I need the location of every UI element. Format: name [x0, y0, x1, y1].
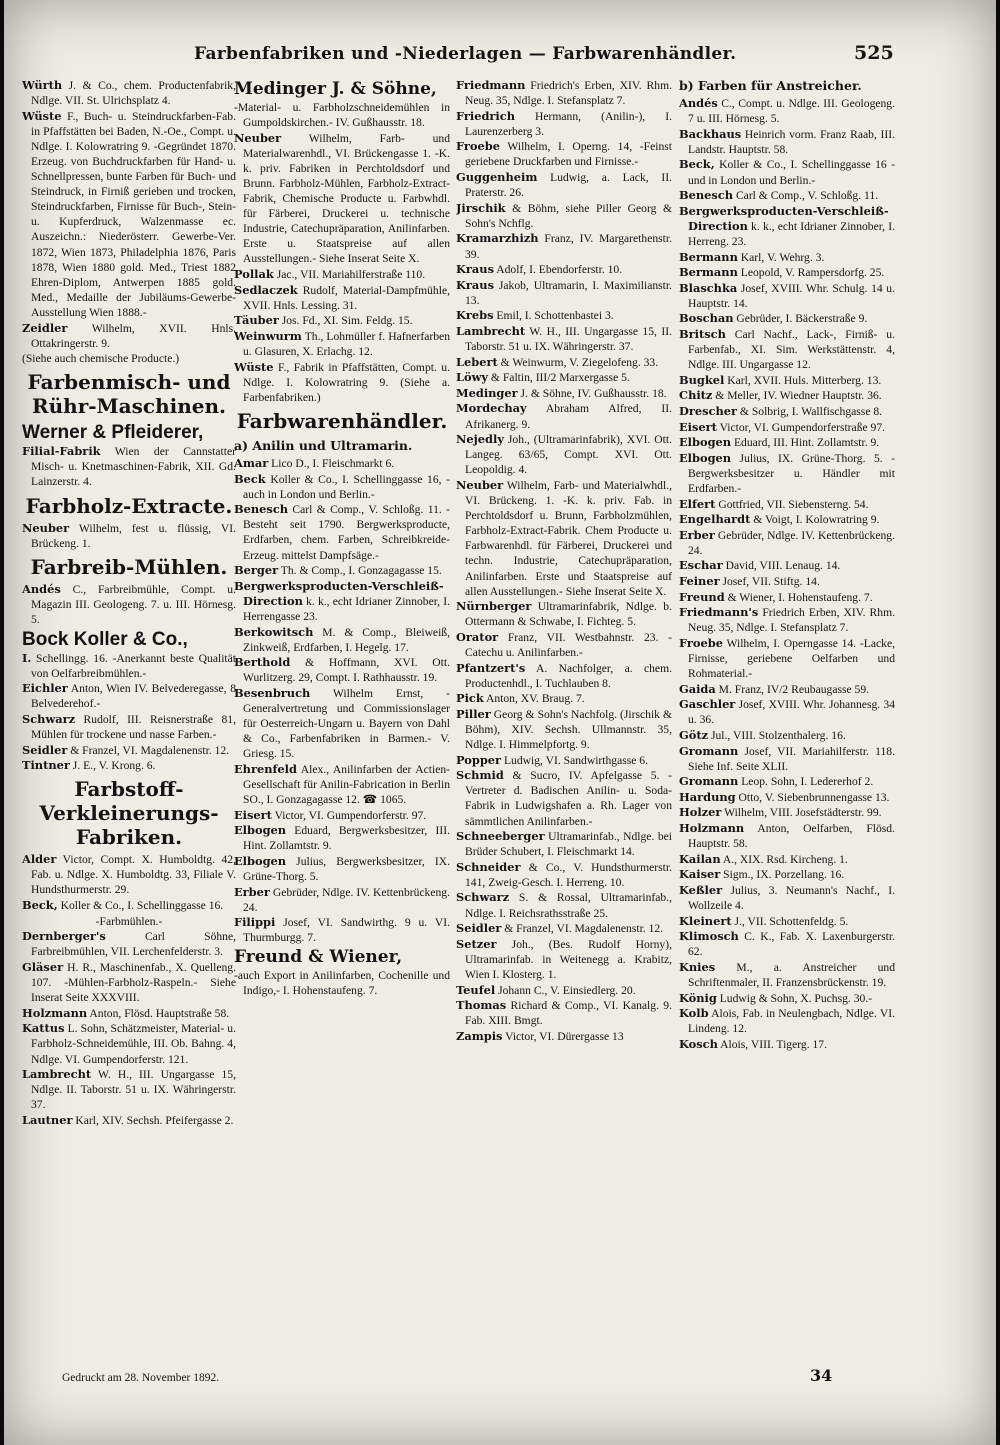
- entry-surname: Amar: [234, 455, 269, 470]
- directory-entry: Britsch Carl Nachf., Lack-, Firniß- u. Farbenfab., XI. Sim. Werkstättenstr. 4, Ndlge. III. Ungargasse 12.: [679, 327, 895, 372]
- directory-entry: Friedmann Friedrich's Erben, XIV. Rhm. Neug. 35, Ndlge. I. Stefansplatz 7.: [456, 78, 672, 108]
- section-heading: Farbholz-Extracte.: [25, 493, 233, 518]
- directory-entry: Mordechay Abraham Alfred, II. Afrikanerg. 9.: [456, 401, 672, 431]
- entry-surname: Bermann: [679, 249, 738, 264]
- directory-entry: I. Schellingg. 16. -Anerkannt beste Qualität von Oelfarbreibmühlen.-: [22, 650, 236, 680]
- directory-entry: Gromann Leop. Sohn, I. Ledererhof 2.: [679, 774, 874, 789]
- entry-surname: Gläser: [22, 959, 64, 974]
- directory-entry: Backhaus Heinrich vorm. Franz Raab, III. Landstr. Hauptstr. 58.: [679, 126, 895, 156]
- entry-surname: Eichler: [22, 681, 68, 696]
- directory-entry: Boschan Gebrüder, I. Bäckerstraße 9.: [679, 311, 868, 326]
- directory-entry: Holzer Wilhelm, VIII. Josefstädterstr. 99.: [679, 805, 882, 820]
- directory-entry: Eschar David, VIII. Lenaug. 14.: [679, 558, 841, 573]
- directory-entry: Piller Georg & Sohn's Nachfolg. (Jirschik & Böhm), XIV. Sechsh. Ullmannstr. 35, Ndlge. I. Himmelpfortg. 9.: [456, 706, 672, 752]
- entry-surname: Löwy: [456, 370, 489, 385]
- entry-surname: Boschan: [679, 311, 734, 326]
- entry-surname: Medinger: [456, 385, 518, 400]
- directory-entry: Engelhardt & Voigt, I. Kolowratring 9.: [679, 512, 880, 527]
- entry-surname: Knies: [679, 959, 716, 974]
- directory-entry: Klimosch C. K., Fab. X. Laxenburgerstr. 62.: [679, 929, 895, 959]
- directory-entry: Feiner Josef, VII. Stiftg. 14.: [679, 574, 820, 588]
- entry-surname: Kattus: [22, 1021, 65, 1036]
- entry-surname: Nejedly: [456, 432, 504, 447]
- featured-name: Werner & Pfleiderer,: [22, 422, 204, 444]
- entry-surname: Backhaus: [679, 126, 742, 141]
- page-header: [4, 36, 996, 76]
- entry-surname: Keßler: [679, 882, 723, 897]
- directory-entry: Lebert & Weinwurm, V. Ziegelofeng. 33.: [456, 354, 659, 369]
- directory-entry: Elfert Gottfried, VII. Siebensterng. 54.: [679, 496, 869, 511]
- entry-surname: Dernberger's: [22, 929, 106, 944]
- entry-surname: Schwarz: [22, 711, 76, 726]
- entry-surname: Lambrecht: [456, 324, 526, 338]
- column-2: [234, 78, 450, 1368]
- directory-entry: Elbogen Eduard, III. Hint. Zollamtstr. 9.: [679, 435, 880, 450]
- entry-surname: Elbogen: [234, 823, 287, 838]
- directory-entry: Drescher & Solbrig, I. Wallfischgasse 8.: [679, 403, 883, 418]
- directory-entry: Schwarz S. & Rossal, Ultramarinfab., Ndlge. I. Reichsrathsstraße 25.: [456, 890, 672, 920]
- featured-name: Medinger J. & Söhne,: [234, 79, 437, 99]
- entry-surname: Klimosch: [679, 929, 739, 944]
- entry-surname: Neuber: [234, 130, 282, 145]
- entry-surname: Filippi: [234, 915, 276, 930]
- entry-surname: Beck,: [679, 157, 715, 172]
- directory-entry: Besenbruch Wilhelm Ernst, -Generalvertretung und Commissionslager für Oesterreich-Ungarn u. Bayern von Dahl & Co., Farbenfabriken in Barmen.- V. Griesg. 15.: [234, 685, 450, 761]
- entry-surname: Wüste: [234, 359, 274, 374]
- directory-entry: Eisert Victor, VI. Gumpendorferstr. 97.: [234, 807, 427, 822]
- directory-entry: Blaschka Josef, XVIII. Whr. Schulg. 14 u. Hauptstr. 14.: [679, 280, 895, 310]
- entry-surname: Piller: [456, 706, 491, 721]
- directory-entry: Bermann Leopold, V. Rampersdorfg. 25.: [679, 265, 885, 280]
- directory-entry: Bugkel Karl, XVII. Huls. Mitterberg. 13.: [679, 372, 882, 387]
- directory-entry: Friedmann's Friedrich Erben, XIV. Rhm. Neug. 35, Ndlge. I. Stefansplatz 7.: [679, 605, 895, 635]
- directory-entry: Teufel Johann C., V. Einsiedlerg. 20.: [456, 982, 636, 997]
- subsection-heading: a) Anilin und Ultramarin.: [234, 437, 413, 453]
- entry-surname: Popper: [456, 752, 502, 767]
- entry-surname: Kosch: [679, 1036, 718, 1051]
- directory-entry: Sedlaczek Rudolf, Material-Dampfmühle, XVII. Hnls. Lessing. 31.: [234, 282, 450, 312]
- entry-surname: Lebert: [456, 354, 498, 369]
- entry-surname: Britsch: [679, 327, 726, 341]
- directory-entry: Nürnberger Ultramarinfabrik, Ndlge. b. Ottermann & Schwabe, I. Fichteg. 5.: [456, 599, 672, 629]
- entry-surname: Thomas: [456, 998, 507, 1013]
- entry-surname: Beck,: [22, 898, 58, 913]
- entry-surname: Wüste: [22, 108, 62, 123]
- entry-surname: Schneider: [456, 859, 521, 874]
- directory-entry: Elbogen Julius, Bergwerksbesitzer, IX. Grüne-Thorg. 5.: [234, 853, 450, 883]
- entry-surname: Mordechay: [456, 401, 527, 416]
- entry-surname: Kraus: [456, 262, 494, 277]
- entry-surname: Lambrecht: [22, 1067, 92, 1082]
- entry-surname: Elfert: [679, 496, 716, 511]
- directory-entry: Filial-Fabrik Wien der Cannstatter Misch- u. Knetmaschinen-Fabrik, XII. Gd. Lainzerstr. 4.: [22, 444, 236, 489]
- subsection-heading: b) Farben für Anstreicher.: [679, 78, 862, 93]
- directory-entry: Krebs Emil, I. Schottenbastei 3.: [456, 308, 614, 323]
- directory-entry: Würth J. & Co., chem. Productenfabrik, Ndlge. VII. St. Ulrichsplatz 4.: [22, 78, 236, 108]
- directory-entry: Beck Koller & Co., I. Schellinggasse 16, -auch in London und Berlin.-: [234, 471, 450, 501]
- entry-surname: Pollak: [234, 267, 274, 282]
- section-heading: Farbenmisch- und Rühr-Maschinen.: [27, 370, 231, 419]
- entry-surname: Bermann: [679, 265, 738, 280]
- directory-entry: Schmid & Sucro, IV. Apfelgasse 5. -Vertreter d. Badischen Anilin- u. Soda-Fabrik in Ludwigshafen a. Rh. Lager von sämmtlichen Anilinfarben.-: [456, 768, 672, 828]
- entry-surname: Freund: [679, 589, 725, 604]
- directory-entry: Kleinert J., VII. Schottenfeldg. 5.: [679, 913, 849, 928]
- directory-entry: Schwarz Rudolf, III. Reisnerstraße 81, Mühlen für trockene und nasse Farben.-: [22, 711, 236, 741]
- entry-surname: Zampis: [456, 1028, 503, 1043]
- directory-entry: Neuber Wilhelm, Farb- und Materialwarenhdl., VI. Brückengasse 1. -K. k. priv. Fabriken in Perchtoldsdorf und Brunn. Farbholz-Mühlen, Farbholz-Extract-Fabrik, Chemische Producte u. Farbwhdl. für Färberei, Druckerei u. technische Industrie, Catechupräparation, Anilinfarben. Erste u. Staatspreise auf allen Ausstellungen.- Siehe Inserat Seite X.: [234, 130, 450, 266]
- directory-entry: Kattus L. Sohn, Schätzmeister, Material- u. Farbholz-Schneidemühle, III. Ob. Bahng. 4, Ndlge. VI. Gumpendorferstr. 121.: [22, 1021, 236, 1066]
- column-4: [679, 78, 895, 1368]
- entry-surname: Lautner: [22, 1112, 73, 1127]
- entry-surname: Krebs: [456, 308, 494, 323]
- entry-surname: Erber: [679, 527, 715, 542]
- directory-entry: Dernberger's Carl Söhne, Farbreibmühlen, VII. Lerchenfelderstr. 3.: [22, 929, 236, 959]
- directory-entry: Benesch Carl & Comp., V. Schloßg. 11.: [679, 188, 879, 203]
- entry-surname: Schwarz: [456, 890, 510, 905]
- directory-entry: Hardung Otto, V. Siebenbrunnengasse 13.: [679, 789, 890, 804]
- directory-entry: Lambrecht W. H., III. Ungargasse 15, Ndlge. II. Taborstr. 51 u. IX. Währingerstr. 37.: [22, 1067, 236, 1112]
- entry-surname: Ehrenfeld: [234, 761, 297, 776]
- entry-surname: Pfantzert's: [456, 660, 526, 675]
- entry-surname: Orator: [456, 629, 499, 644]
- featured-name: Freund & Wiener,: [234, 946, 403, 967]
- entry-surname: Eisert: [234, 807, 272, 822]
- entry-surname: Berthold: [234, 655, 291, 670]
- entry-surname: Kraus: [456, 277, 494, 292]
- directory-entry: Amar Lico D., I. Fleischmarkt 6.: [234, 455, 395, 470]
- directory-entry: Beck, Koller & Co., I. Schellinggasse 16.: [22, 898, 224, 913]
- entry-surname: Berkowitsch: [234, 624, 314, 639]
- directory-entry: Schneeberger Ultramarinfab., Ndlge. bei Brüder Schubert, I. Fleischmarkt 14.: [456, 829, 672, 859]
- entry-surname: Chitz: [679, 388, 713, 403]
- directory-entry: Popper Ludwig, VI. Sandwirthgasse 6.: [456, 752, 648, 767]
- directory-page: [4, 0, 996, 1445]
- directory-entry: Erber Gebrüder, Ndlge. IV. Kettenbrückeng. 24.: [679, 527, 895, 557]
- section-heading: Farbstoff-Verkleinerungs-Fabriken.: [39, 777, 219, 850]
- entry-surname: Blaschka: [679, 280, 738, 295]
- directory-entry: Pick Anton, XV. Braug. 7.: [456, 691, 585, 706]
- directory-entry: Thomas Richard & Comp., VI. Kanalg. 9. Fab. XIII. Bmgt.: [456, 998, 672, 1028]
- directory-entry: Tintner J. E., V. Krong. 6.: [22, 758, 156, 773]
- directory-entry: Schneider & Co., V. Hundsthurmerstr. 141, Zweig-Gesch. I. Herreng. 10.: [456, 859, 672, 889]
- directory-entry: Kolb Alois, Fab. in Neulengbach, Ndlge. VI. Lindeng. 12.: [679, 1006, 895, 1036]
- entry-surname: Gromann: [679, 774, 739, 789]
- directory-entry: (Siehe auch chemische Producte.): [22, 352, 180, 366]
- directory-entry: Holzmann Anton, Oelfarben, Flösd. Hauptstr. 58.: [679, 821, 895, 851]
- entry-surname: Neuber: [22, 520, 70, 535]
- directory-entry: Setzer Joh., (Bes. Rudolf Horny), Ultramarinfab. in Weitenegg a. Krabitz, Wien I. Klosterg. 1.: [456, 936, 672, 981]
- entry-surname: Feiner: [679, 574, 720, 588]
- directory-entry: Orator Franz, VII. Westbahnstr. 23. -Catechu u. Anilinfarben.-: [456, 629, 672, 659]
- featured-name: Bock Koller & Co.,: [22, 628, 188, 650]
- entry-surname: Andés: [22, 581, 61, 596]
- directory-entry: Täuber Jos. Fd., XI. Sim. Feldg. 15.: [234, 313, 413, 328]
- directory-entry: Eichler Anton, Wien IV. Belvederegasse, 8 Belvederehof.-: [22, 681, 236, 711]
- directory-entry: Andés C., Farbreibmühle, Compt. u. Magazin III. Geologeng. 7. u. III. Hörnesg. 5.: [22, 581, 236, 626]
- directory-entry: Guggenheim Ludwig, a. Lack, II. Praterstr. 26.: [456, 170, 672, 200]
- directory-entry: Beck, Koller & Co., I. Schellinggasse 16 -und in London und Berlin.-: [679, 157, 895, 187]
- directory-entry: König Ludwig & Sohn, X. Puchsg. 30.-: [679, 990, 873, 1005]
- directory-entry: Erber Gebrüder, Ndlge. IV. Kettenbrückeng. 24.: [234, 884, 450, 914]
- entry-surname: Würth: [22, 78, 63, 92]
- directory-entry: Keßler Julius, 3. Neumann's Nachf., I. Wollzeile 4.: [679, 882, 895, 912]
- directory-entry: Kaiser Sigm., IX. Porzellang. 16.: [679, 867, 845, 882]
- directory-entry: Seidler & Franzel, VI. Magdalenenstr. 12.: [22, 742, 230, 757]
- directory-entry: Eisert Victor, VI. Gumpendorferstraße 97.: [679, 419, 886, 434]
- entry-surname: Setzer: [456, 936, 497, 951]
- directory-entry: Freund & Wiener, I. Hohenstaufeng. 7.: [679, 589, 873, 604]
- entry-surname: Holzer: [679, 805, 722, 820]
- entry-surname: Friedmann: [456, 78, 526, 92]
- entry-surname: Zeidler: [22, 320, 68, 335]
- signature-number: 34: [810, 1366, 833, 1385]
- directory-entry: Filippi Josef, VI. Sandwirthg. 9 u. VI. Thurmburgg. 7.: [234, 915, 450, 945]
- directory-entry: Seidler & Franzel, VI. Magdalenenstr. 12.: [456, 921, 664, 936]
- page-number: 525: [854, 42, 894, 64]
- column-1: [22, 78, 236, 1368]
- directory-entry: Bergwerksproducten-Verschleiß-Direction k. k., echt Idrianer Zinnober, I. Herrengasse 23.: [234, 578, 450, 623]
- entry-surname: Drescher: [679, 403, 738, 418]
- directory-entry: Knies M., a. Anstreicher und Schriftenmaler, II. Franzensbrückenstr. 19.: [679, 959, 895, 989]
- directory-entry: Friedrich Hermann, (Anilin-), I. Laurenzerberg 3.: [456, 108, 672, 138]
- directory-entry: Holzmann Anton, Flösd. Hauptstraße 58.: [22, 1005, 230, 1020]
- entry-surname: Besenbruch: [234, 685, 311, 700]
- directory-entry: Kraus Adolf, I. Ebendorferstr. 10.: [456, 262, 623, 277]
- directory-entry: Neuber Wilhelm, fest u. flüssig, VI. Brückeng. 1.: [22, 520, 236, 550]
- entry-surname: Weinwurm: [234, 328, 302, 343]
- entry-surname: Sedlaczek: [234, 282, 298, 297]
- entry-surname: Engelhardt: [679, 512, 751, 527]
- entry-surname: Kleinert: [679, 913, 732, 928]
- directory-entry: Zeidler Wilhelm, XVII. Hnls. Ottakringerstr. 9.: [22, 320, 236, 350]
- entry-surname: Holzmann: [22, 1005, 88, 1020]
- running-title: Farbenfabriken und -Niederlagen — Farbwarenhändler.: [194, 44, 737, 64]
- directory-entry: Weinwurm Th., Lohmüller f. Hafnerfarben u. Glasuren, X. Erlachg. 12.: [234, 328, 450, 358]
- section-heading: Farbreib-Mühlen.: [30, 554, 228, 579]
- entry-surname: Elbogen: [679, 450, 732, 465]
- entry-surname: Benesch: [679, 188, 734, 203]
- directory-entry: Löwy & Faltin, III/2 Marxergasse 5.: [456, 370, 630, 385]
- entry-surname: Gromann: [679, 743, 739, 758]
- directory-entry: Froebe Wilhelm, I. Operngasse 14. -Lacke, Firnisse, geriebene Oelfarben und Rohmaterial.-: [679, 635, 895, 681]
- entry-surname: Neuber: [456, 477, 504, 492]
- entry-surname: Froebe: [456, 139, 500, 154]
- entry-surname: Bergwerksproducten-Verschleiß-Direction: [234, 578, 444, 608]
- entry-surname: Hardung: [679, 789, 736, 804]
- directory-entry: Götz Jul., VIII. Stolzenthalerg. 16.: [679, 727, 846, 742]
- entry-surname: Filial-Fabrik: [22, 444, 101, 459]
- entry-surname: Schneeberger: [456, 829, 545, 844]
- entry-surname: Froebe: [679, 635, 723, 650]
- directory-entry: Gromann Josef, VII. Mariahilferstr. 118. Siehe Inf. Seite XLII.: [679, 743, 895, 773]
- entry-surname: Bergwerksproducten-Verschleiß-Direction: [679, 203, 889, 233]
- directory-entry: Bergwerksproducten-Verschleiß-Direction k. k., echt Idrianer Zinnober, I. Herreng. 23.: [679, 203, 895, 248]
- directory-entry: Berthold & Hoffmann, XVI. Ott. Wurlitzerg. 29, Compt. I. Rathhausstr. 19.: [234, 655, 450, 685]
- directory-entry: Kramarzhizh Franz, IV. Margarethenstr. 39.: [456, 231, 672, 261]
- entry-surname: Beck: [234, 471, 266, 486]
- directory-entry: Gaschler Josef, XVIII. Whr. Johannesg. 34 u. 36.: [679, 697, 895, 727]
- entry-surname: Berger: [234, 563, 279, 578]
- entry-surname: Tintner: [22, 758, 70, 773]
- directory-entry: Neuber Wilhelm, Farb- und Materialwhdl., VI. Brückeng. 1. -K. k. priv. Fab. in Perchtoldsdorf u. Brunn, Farbholzmühlen, Farbholz-Extract-Fabrik. Chem Producte u. Farbwarenhdl. für Färberei, Druckerei und techn. Industrie, Catechupräparation, Anilinfarben. Erste und Staatspreise auf allen Ausstellungen.- Siehe Inserat Seite X.: [456, 477, 672, 598]
- entry-surname: Eschar: [679, 558, 723, 573]
- directory-entry: Berkowitsch M. & Comp., Bleiweiß, Zinkweiß, Erdfarben, I. Hegelg. 17.: [234, 624, 450, 654]
- entry-surname: Nürnberger: [456, 599, 532, 614]
- directory-entry: Wüste F., Fabrik in Pfaffstätten, Compt. u. Ndlge. I. Kolowratring 9. (Siehe a. Farbenfabriken.): [234, 359, 450, 404]
- entry-surname: Kaiser: [679, 867, 721, 882]
- directory-entry: Berger Th. & Comp., I. Gonzagagasse 15.: [234, 563, 442, 578]
- entry-surname: Kramarzhizh: [456, 231, 539, 246]
- entry-surname: Guggenheim: [456, 170, 538, 185]
- entry-surname: Seidler: [22, 742, 68, 757]
- directory-entry: Gläser H. R., Maschinenfab., X. Quelleng. 107. -Mühlen-Farbholz-Raspeln.- Siehe Inserat Seite XXXVIII.: [22, 959, 236, 1005]
- directory-entry: Froebe Wilhelm, I. Operng. 14, -Feinst geriebene Druckfarben und Firnisse.-: [456, 139, 672, 169]
- entry-surname: Friedrich: [456, 108, 515, 123]
- entry-surname: Schmid: [456, 768, 504, 783]
- entry-surname: Seidler: [456, 921, 502, 936]
- section-heading: Farbwarenhändler.: [236, 408, 448, 433]
- entry-surname: Gaida: [679, 681, 716, 696]
- directory-entry: Kosch Alois, VIII. Tigerg. 17.: [679, 1036, 827, 1051]
- directory-entry: Ehrenfeld Alex., Anilinfarben der Actien-Gesellschaft für Anilin-Fabrication in Berlin SO., I. Gonzagagasse 12. ☎ 1065.: [234, 761, 450, 807]
- directory-entry: Kailan A., XIX. Rsd. Kircheng. 1.: [679, 851, 848, 866]
- entry-surname: Erber: [234, 884, 270, 899]
- directory-entry: -auch Export in Anilinfarben, Cochenille und Indigo,- I. Hohenstaufeng. 7.: [234, 968, 450, 998]
- entry-surname: Elbogen: [679, 435, 732, 450]
- entry-surname: Götz: [679, 727, 709, 742]
- directory-entry: Benesch Carl & Comp., V. Schloßg. 11. -Besteht seit 1790. Bergwerksproducte, Erdfarben, chem. Farben, Schreibkreide-Erzeug. mittelst Dampfsäge.-: [234, 502, 450, 562]
- directory-entry: Bermann Karl, V. Wehrg. 3.: [679, 249, 825, 264]
- entry-surname: Holzmann: [679, 821, 745, 835]
- directory-entry: Pollak Jac., VII. Mariahilferstraße 110.: [234, 267, 426, 282]
- entry-surname: Jirschik: [456, 200, 506, 215]
- directory-entry: Chitz & Meller, IV. Wiedner Hauptstr. 36.: [679, 388, 882, 403]
- entry-surname: Elbogen: [234, 853, 287, 868]
- entry-surname: I.: [22, 650, 32, 665]
- directory-entry: Medinger J. & Söhne, IV. Gußhausstr. 18.: [456, 385, 667, 400]
- directory-entry: Gaida M. Franz, IV/2 Reubaugasse 59.: [679, 681, 870, 696]
- print-date: Gedruckt am 28. November 1892.: [62, 1372, 220, 1384]
- entry-surname: Pick: [456, 691, 484, 706]
- directory-entry: Lautner Karl, XIV. Sechsh. Pfeifergasse 2.: [22, 1112, 234, 1127]
- directory-entry: Elbogen Julius, IX. Grüne-Thorg. 5. -Bergwerksbesitzer u. Händler mit Erdfarben.-: [679, 450, 895, 495]
- entry-surname: Eisert: [679, 419, 717, 434]
- directory-entry: Jirschik & Böhm, siehe Piller Georg & Sohn's Nchflg.: [456, 200, 672, 230]
- entry-surname: Benesch: [234, 502, 289, 517]
- directory-entry: Andés C., Compt. u. Ndlge. III. Geologeng. 7 u. III. Hörnesg. 5.: [679, 96, 895, 126]
- directory-entry: Nejedly Joh., (Ultramarinfabrik), XVI. Ott. Langeg. 63/65, Compt. XVI. Ott. Leopoldig. 4.: [456, 432, 672, 477]
- entry-surname: König: [679, 990, 717, 1005]
- directory-entry: -Farbmühlen.-: [95, 914, 163, 928]
- entry-surname: Andés: [679, 96, 718, 111]
- directory-entry: Alder Victor, Compt. X. Humboldtg. 42, Fab. u. Ndlge. X. Humboldtg. 33, Filiale V. Hundsthurmerstr. 29.: [22, 852, 236, 897]
- entry-surname: Kailan: [679, 851, 721, 866]
- directory-entry: Kraus Jakob, Ultramarin, I. Maximilianstr. 13.: [456, 277, 672, 307]
- directory-entry: Lambrecht W. H., III. Ungargasse 15, II. Taborstr. 51 u. IX. Währingerstr. 37.: [456, 324, 672, 354]
- entry-surname: Gaschler: [679, 697, 736, 712]
- entry-surname: Bugkel: [679, 372, 725, 387]
- directory-entry: -Material- u. Farbholzschneidemühlen in Gumpoldskirchen.- IV. Gußhausstr. 18.: [234, 101, 450, 130]
- directory-entry: Elbogen Eduard, Bergwerksbesitzer, III. Hint. Zollamtstr. 9.: [234, 823, 450, 853]
- column-3: [456, 78, 672, 1368]
- entry-surname: Alder: [22, 852, 57, 867]
- entry-surname: Teufel: [456, 982, 496, 997]
- entry-surname: Kolb: [679, 1006, 709, 1021]
- directory-entry: Pfantzert's A. Nachfolger, a. chem. Productenhdl., I. Tuchlauben 8.: [456, 660, 672, 690]
- entry-surname: Friedmann's: [679, 605, 759, 620]
- entry-surname: Täuber: [234, 313, 279, 328]
- directory-entry: Wüste F., Buch- u. Steindruckfarben-Fab. in Pfaffstätten bei Baden, N.-Oe., Compt. u. Ndlge. I. Kolowratring 9. -Gegründet 1870. Erzeug. von Buchdruckfarben für Hand- u. Schnellpressen, bunte Farben für Buch- und Steindruck, in Firniß gerieben und trocken, Steindruckfarben, Firnisse für Buch-, Stein- u. Kupferdruck, Walzenmasse ec. Auszeichn.: Niederösterr. Gewerbe-Ver. 1872, Wien 1873, Philadelphia 1876, Paris 1878, Wien 1880 gold. Med., Triest 1882 Ehren-Diplom, Antwerpen 1885 gold. Med., Medaille der Jubiläums-Gewerbe-Ausstellung Wien 1888.-: [22, 108, 236, 319]
- directory-entry: Zampis Victor, VI. Dürergasse 13: [456, 1028, 624, 1043]
